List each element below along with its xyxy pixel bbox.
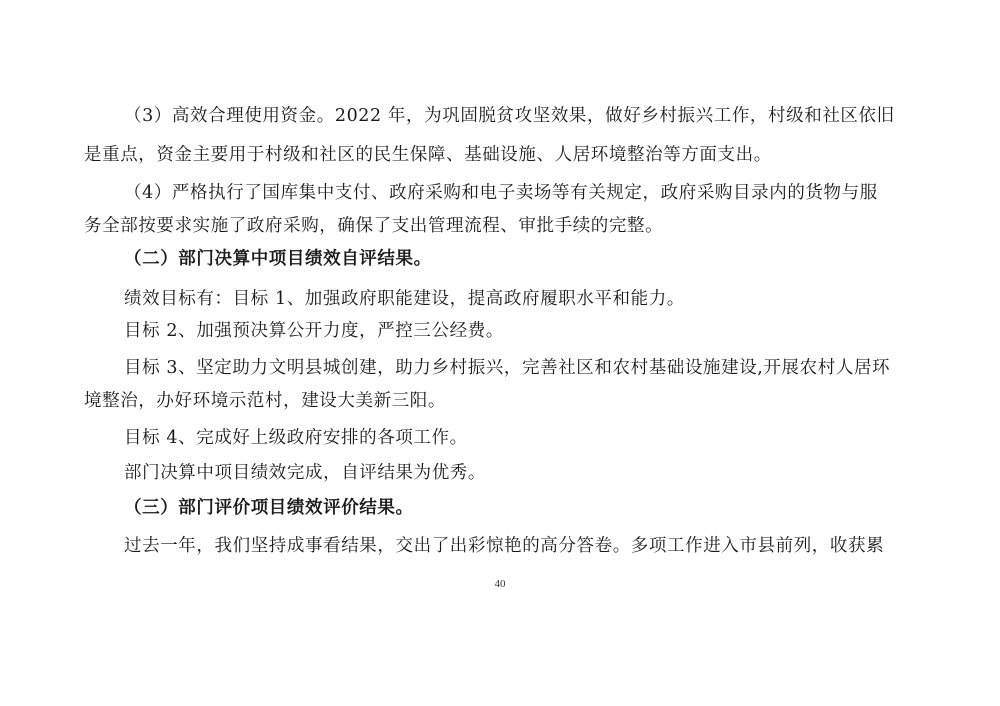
paragraph-line: 过去一年，我们坚持成事看结果，交出了出彩惊艳的高分答卷。多项工作进入市县前列，收获累 (124, 536, 885, 556)
paragraph-line: 目标 2、加强预决算公开力度，严控三公经费。 (124, 321, 504, 341)
paragraph-line: 部门决算中项目绩效完成，自评结果为优秀。 (124, 463, 486, 483)
page-number: 40 (494, 578, 506, 590)
section-heading: （二）部门决算中项目绩效自评结果。 (124, 249, 432, 269)
paragraph-line: 目标 4、完成好上级政府安排的各项工作。 (124, 428, 468, 448)
paragraph-line: 绩效目标有：目标 1、加强政府职能建设，提高政府履职水平和能力。 (124, 289, 685, 309)
paragraph-line: （3）高效合理使用资金。2022 年，为巩固脱贫攻坚效果，做好乡村振兴工作，村级和社区依旧 (124, 106, 895, 126)
paragraph-line: 境整治，办好环境示范村，建设大美新三阳。 (84, 391, 446, 411)
paragraph-line: 目标 3、坚定助力文明县城创建，助力乡村振兴，完善社区和农村基础设施建设,开展农村人居环 (124, 358, 891, 378)
paragraph-line: （4）严格执行了国库集中支付、政府采购和电子卖场等有关规定，政府采购目录内的货物与服 (124, 183, 878, 203)
section-heading: （三）部门评价项目绩效评价结果。 (124, 498, 414, 518)
paragraph-line: 务全部按要求实施了政府采购，确保了支出管理流程、审批手续的完整。 (84, 216, 664, 236)
paragraph-line: 是重点，资金主要用于村级和社区的民生保障、基础设施、人居环境整治等方面支出。 (84, 145, 772, 165)
